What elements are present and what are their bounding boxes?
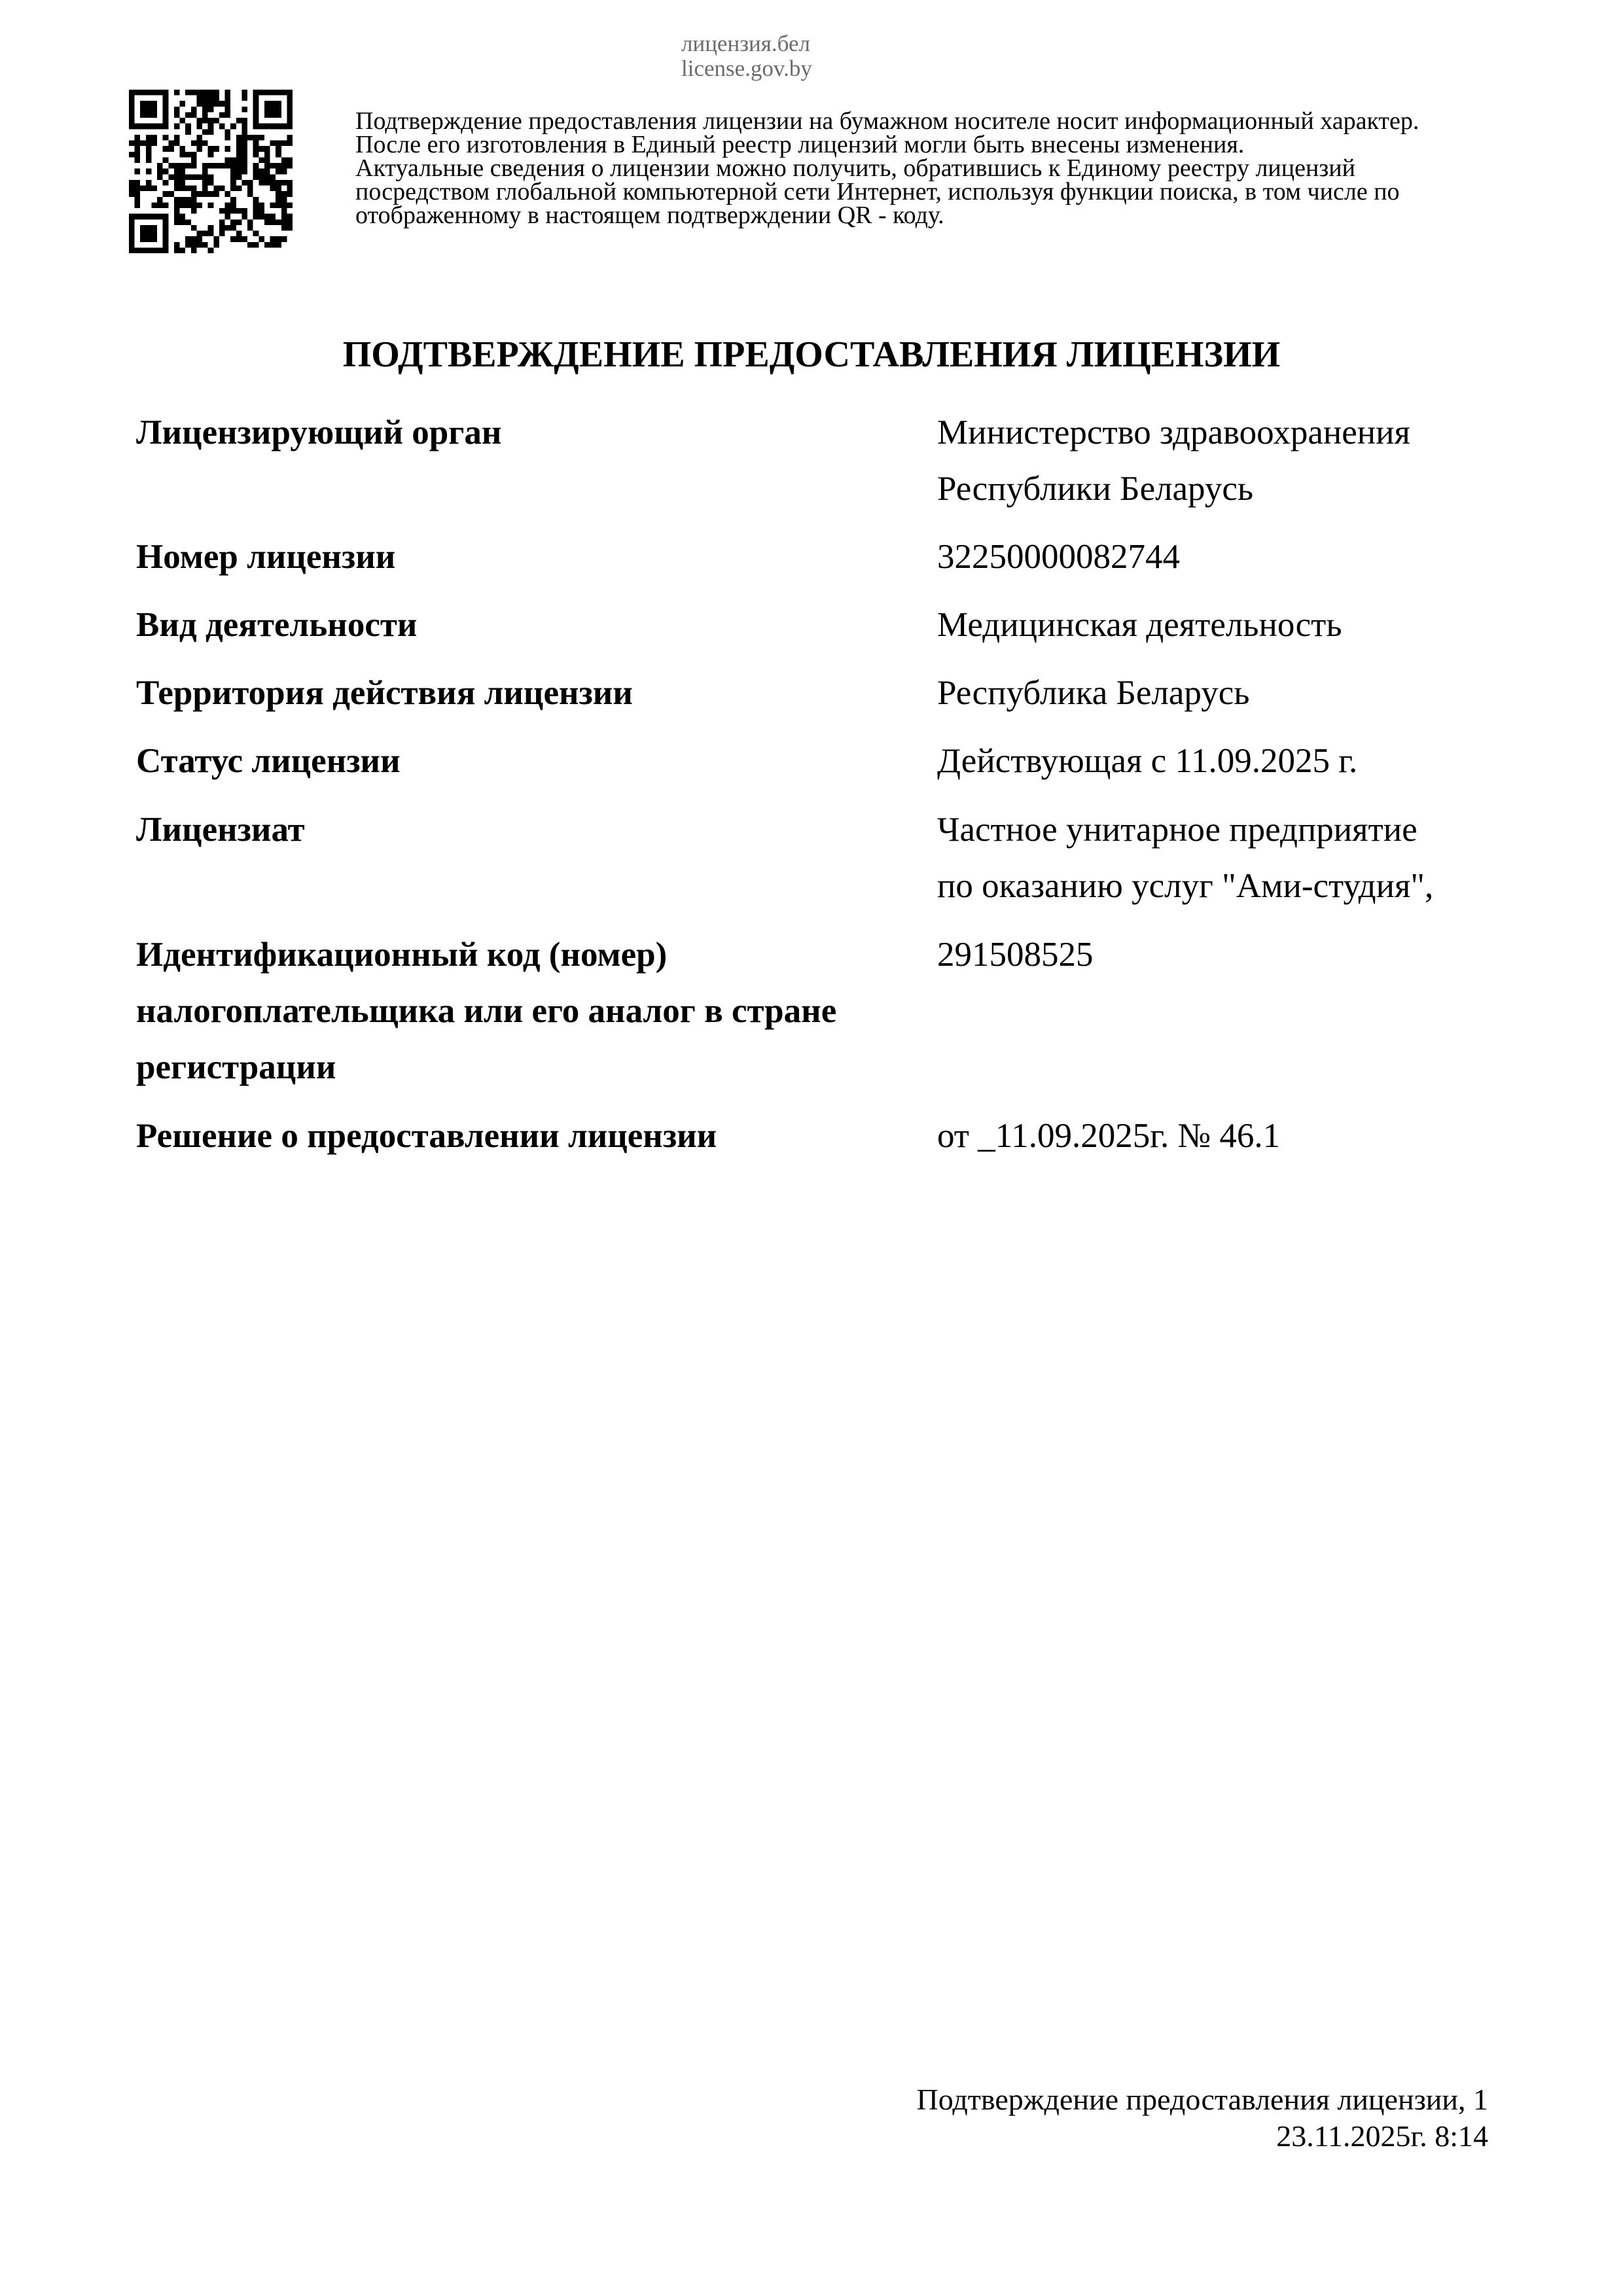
footer-timestamp: 23.11.2025г. 8:14 [1276, 2119, 1488, 2153]
field-value: от _11.09.2025г. № 46.1 [937, 1117, 1281, 1155]
field-value: Частное унитарное предприятие по оказанию услуг "Ами-студия", [937, 811, 1434, 905]
site-link-gov[interactable]: license.gov.by [681, 56, 812, 81]
notice-line: отображенному в настоящем подтверждении QR - коду. [355, 202, 944, 229]
field-label: Идентификационный код (номер) налогоплательщика или его аналог в стране регистрации [136, 936, 837, 1086]
notice-line: После его изготовления в Единый реестр лицензий могли быть внесены изменения. [355, 131, 1245, 158]
page-footer [916, 2081, 1488, 2155]
field-label: Территория действия лицензии [136, 674, 633, 712]
field-value: Министерство здравоохранения Республики Беларусь [937, 414, 1410, 508]
field-value: Медицинская деятельность [937, 606, 1342, 644]
field-label: Номер лицензии [136, 538, 396, 576]
site-links [681, 31, 812, 81]
notice-line: Актуальные сведения о лицензии можно получить, обратившись к Единому реестру лицензий [355, 154, 1355, 182]
site-link-bel[interactable]: лицензия.бел [681, 31, 810, 56]
notice-line: посредством глобальной компьютерной сети Интернет, используя функции поиска, в том числе по [355, 178, 1400, 205]
document-title: ПОДТВЕРЖДЕНИЕ ПРЕДОСТАВЛЕНИЯ ЛИЦЕНЗИИ [342, 334, 1281, 375]
field-label: Лицензирующий орган [136, 414, 502, 451]
notice-line: Подтверждение предоставления лицензии на бумажном носителе носит информационный характер. [355, 107, 1419, 135]
field-label: Лицензиат [136, 811, 305, 849]
footer-caption: Подтверждение предоставления лицензии, 1 [916, 2083, 1488, 2116]
field-value: Действующая с 11.09.2025 г. [937, 742, 1358, 780]
qr-code-icon [129, 90, 293, 253]
field-value: Республика Беларусь [937, 674, 1250, 712]
field-value: 291508525 [937, 936, 1094, 974]
field-label: Вид деятельности [136, 606, 418, 644]
field-label: Статус лицензии [136, 742, 401, 780]
field-label: Решение о предоставлении лицензии [136, 1117, 717, 1155]
disclaimer-notice [355, 109, 1566, 227]
field-value: 32250000082744 [937, 538, 1180, 576]
